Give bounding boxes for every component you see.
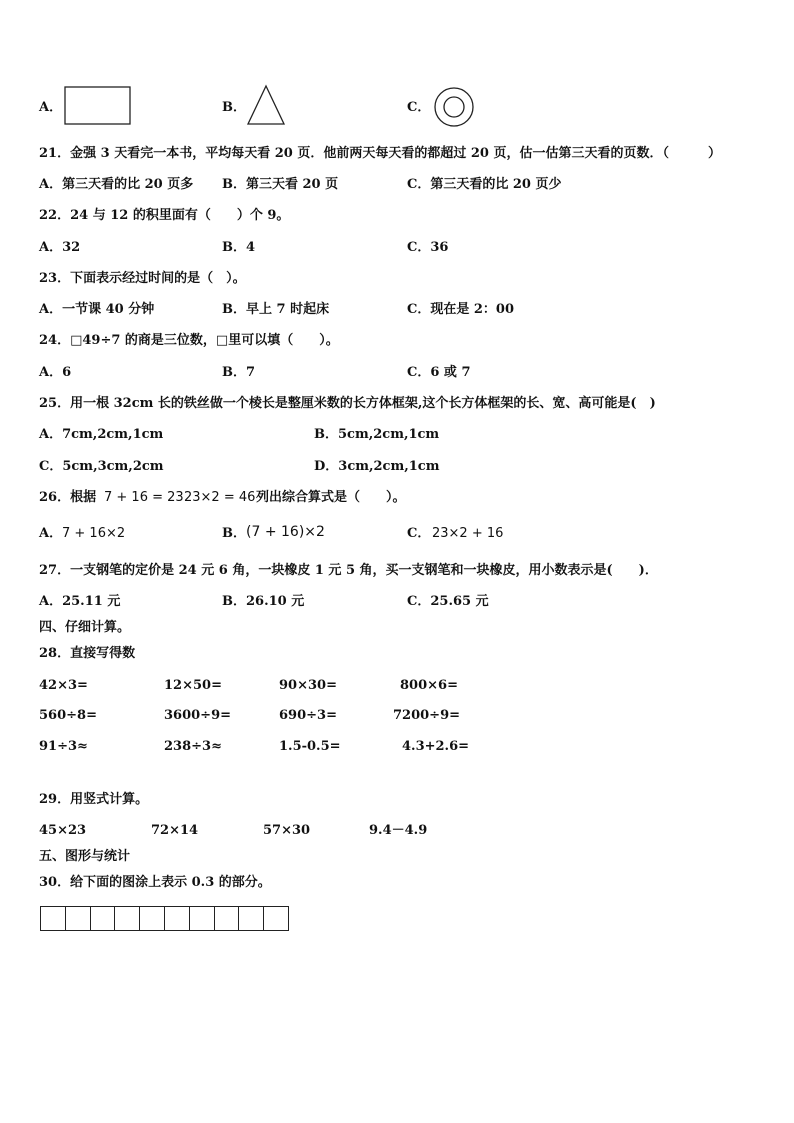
question-26-option-b: (7 + 16)×2 (246, 524, 325, 540)
vertical-calc-item: 57×30 (263, 823, 311, 838)
calc-item: 238÷3≈ (164, 739, 222, 754)
grid-cell[interactable] (140, 907, 165, 930)
q20-option-c-label: C． (407, 100, 431, 115)
vertical-calc-item: 9.4－4.9 (369, 823, 428, 838)
question-27-stem: 27．一支钢笔的定价是 24 元 6 角，一块橡皮 1 元 5 角，买一支钢笔和一块橡皮，用小数表示是( )． (39, 563, 658, 578)
rectangle-figure (64, 86, 132, 126)
section-5-heading: 五、图形与统计 (39, 849, 131, 864)
question-27-option-c: C．25.65 元 (407, 594, 489, 609)
question-23-option-b: B．早上 7 时起床 (222, 302, 330, 317)
calc-item: 3600÷9= (164, 708, 232, 723)
question-22-option-b: B．4 (222, 240, 256, 255)
question-24-option-a: A．6 (39, 365, 72, 380)
question-26-stem-suffix: 列出综合算式是（ ）。 (256, 490, 406, 505)
grid-cell[interactable] (215, 907, 240, 930)
question-25-stem: 25．用一根 32cm 长的铁丝做一个棱长是整厘米数的长方体框架,这个长方体框架的长、宽、高可能是( ) (39, 396, 656, 411)
question-24-option-c: C．6 或 7 (407, 365, 471, 380)
question-25-option-d: D．3cm,2cm,1cm (314, 459, 440, 474)
vertical-calc-item: 72×14 (151, 823, 199, 838)
grid-cell[interactable] (41, 907, 66, 930)
question-21-option-a: A．第三天看的比 20 页多 (39, 177, 194, 192)
question-24-option-b: B．7 (222, 365, 256, 380)
question-30-stem: 30．给下面的图涂上表示 0.3 的部分。 (39, 875, 271, 890)
calc-item: 91÷3≈ (39, 739, 88, 754)
question-22-option-c: C．36 (407, 240, 449, 255)
calc-item: 560÷8= (39, 708, 97, 723)
q20-option-a-label: A． (39, 100, 63, 115)
calc-item: 1.5-0.5= (279, 739, 341, 754)
question-26-stem-prefix: 26．根据 (39, 490, 97, 505)
fraction-grid (40, 906, 289, 931)
grid-cell[interactable] (66, 907, 91, 930)
question-26-equation-1: 7 + 16 = 23 (104, 490, 184, 505)
vertical-calc-item: 45×23 (39, 823, 87, 838)
calc-item: 800×6= (400, 678, 458, 693)
calc-item: 690÷3= (279, 708, 337, 723)
question-26-option-b-label: B． (222, 526, 246, 541)
question-21-option-b: B．第三天看 20 页 (222, 177, 339, 192)
triangle-figure (246, 84, 286, 126)
question-23-option-c: C．现在是 2：00 (407, 302, 515, 317)
question-25-option-c: C．5cm,3cm,2cm (39, 459, 164, 474)
grid-cell[interactable] (264, 907, 288, 930)
calc-item: 90×30= (279, 678, 337, 693)
question-26-option-c-label: C． (407, 526, 431, 541)
section-4-heading: 四、仔细计算。 (39, 620, 131, 635)
question-23-option-a: A．一节课 40 分钟 (39, 302, 155, 317)
question-27-option-b: B．26.10 元 (222, 594, 305, 609)
concentric-circles-figure (433, 86, 475, 128)
grid-cell[interactable] (239, 907, 264, 930)
question-28-stem: 28．直接写得数 (39, 646, 136, 661)
question-23-stem: 23．下面表示经过时间的是（ ）。 (39, 271, 246, 286)
grid-cell[interactable] (190, 907, 215, 930)
question-26-option-a-label: A． (39, 526, 63, 541)
question-25-option-a: A．7cm,2cm,1cm (39, 427, 164, 442)
question-21-option-c: C．第三天看的比 20 页少 (407, 177, 562, 192)
question-26-option-a: 7 + 16×2 (62, 526, 126, 541)
calc-item: 7200÷9= (393, 708, 461, 723)
calc-item: 12×50= (164, 678, 222, 693)
q20-option-b-label: B． (222, 100, 246, 115)
question-21-stem: 21．金强 3 天看完一本书，平均每天看 20 页．他前两天每天看的都超过 20 页，估一估第三天看的页数．（ ） (39, 146, 721, 161)
question-22-option-a: A．32 (39, 240, 81, 255)
question-25-option-b: B．5cm,2cm,1cm (314, 427, 440, 442)
question-24-stem: 24．□49÷7 的商是三位数，□里可以填（ ）。 (39, 333, 339, 348)
question-27-option-a: A．25.11 元 (39, 594, 121, 609)
question-22-stem: 22．24 与 12 的积里面有（ ）个 9。 (39, 208, 290, 223)
question-26-equation-2: 23×2 = 46 (184, 490, 256, 505)
grid-cell[interactable] (91, 907, 116, 930)
grid-cell[interactable] (165, 907, 190, 930)
question-29-stem: 29．用竖式计算。 (39, 792, 149, 807)
question-26-option-c: 23×2 + 16 (432, 526, 504, 541)
grid-cell[interactable] (115, 907, 140, 930)
calc-item: 42×3= (39, 678, 88, 693)
calc-item: 4.3+2.6= (402, 739, 470, 754)
